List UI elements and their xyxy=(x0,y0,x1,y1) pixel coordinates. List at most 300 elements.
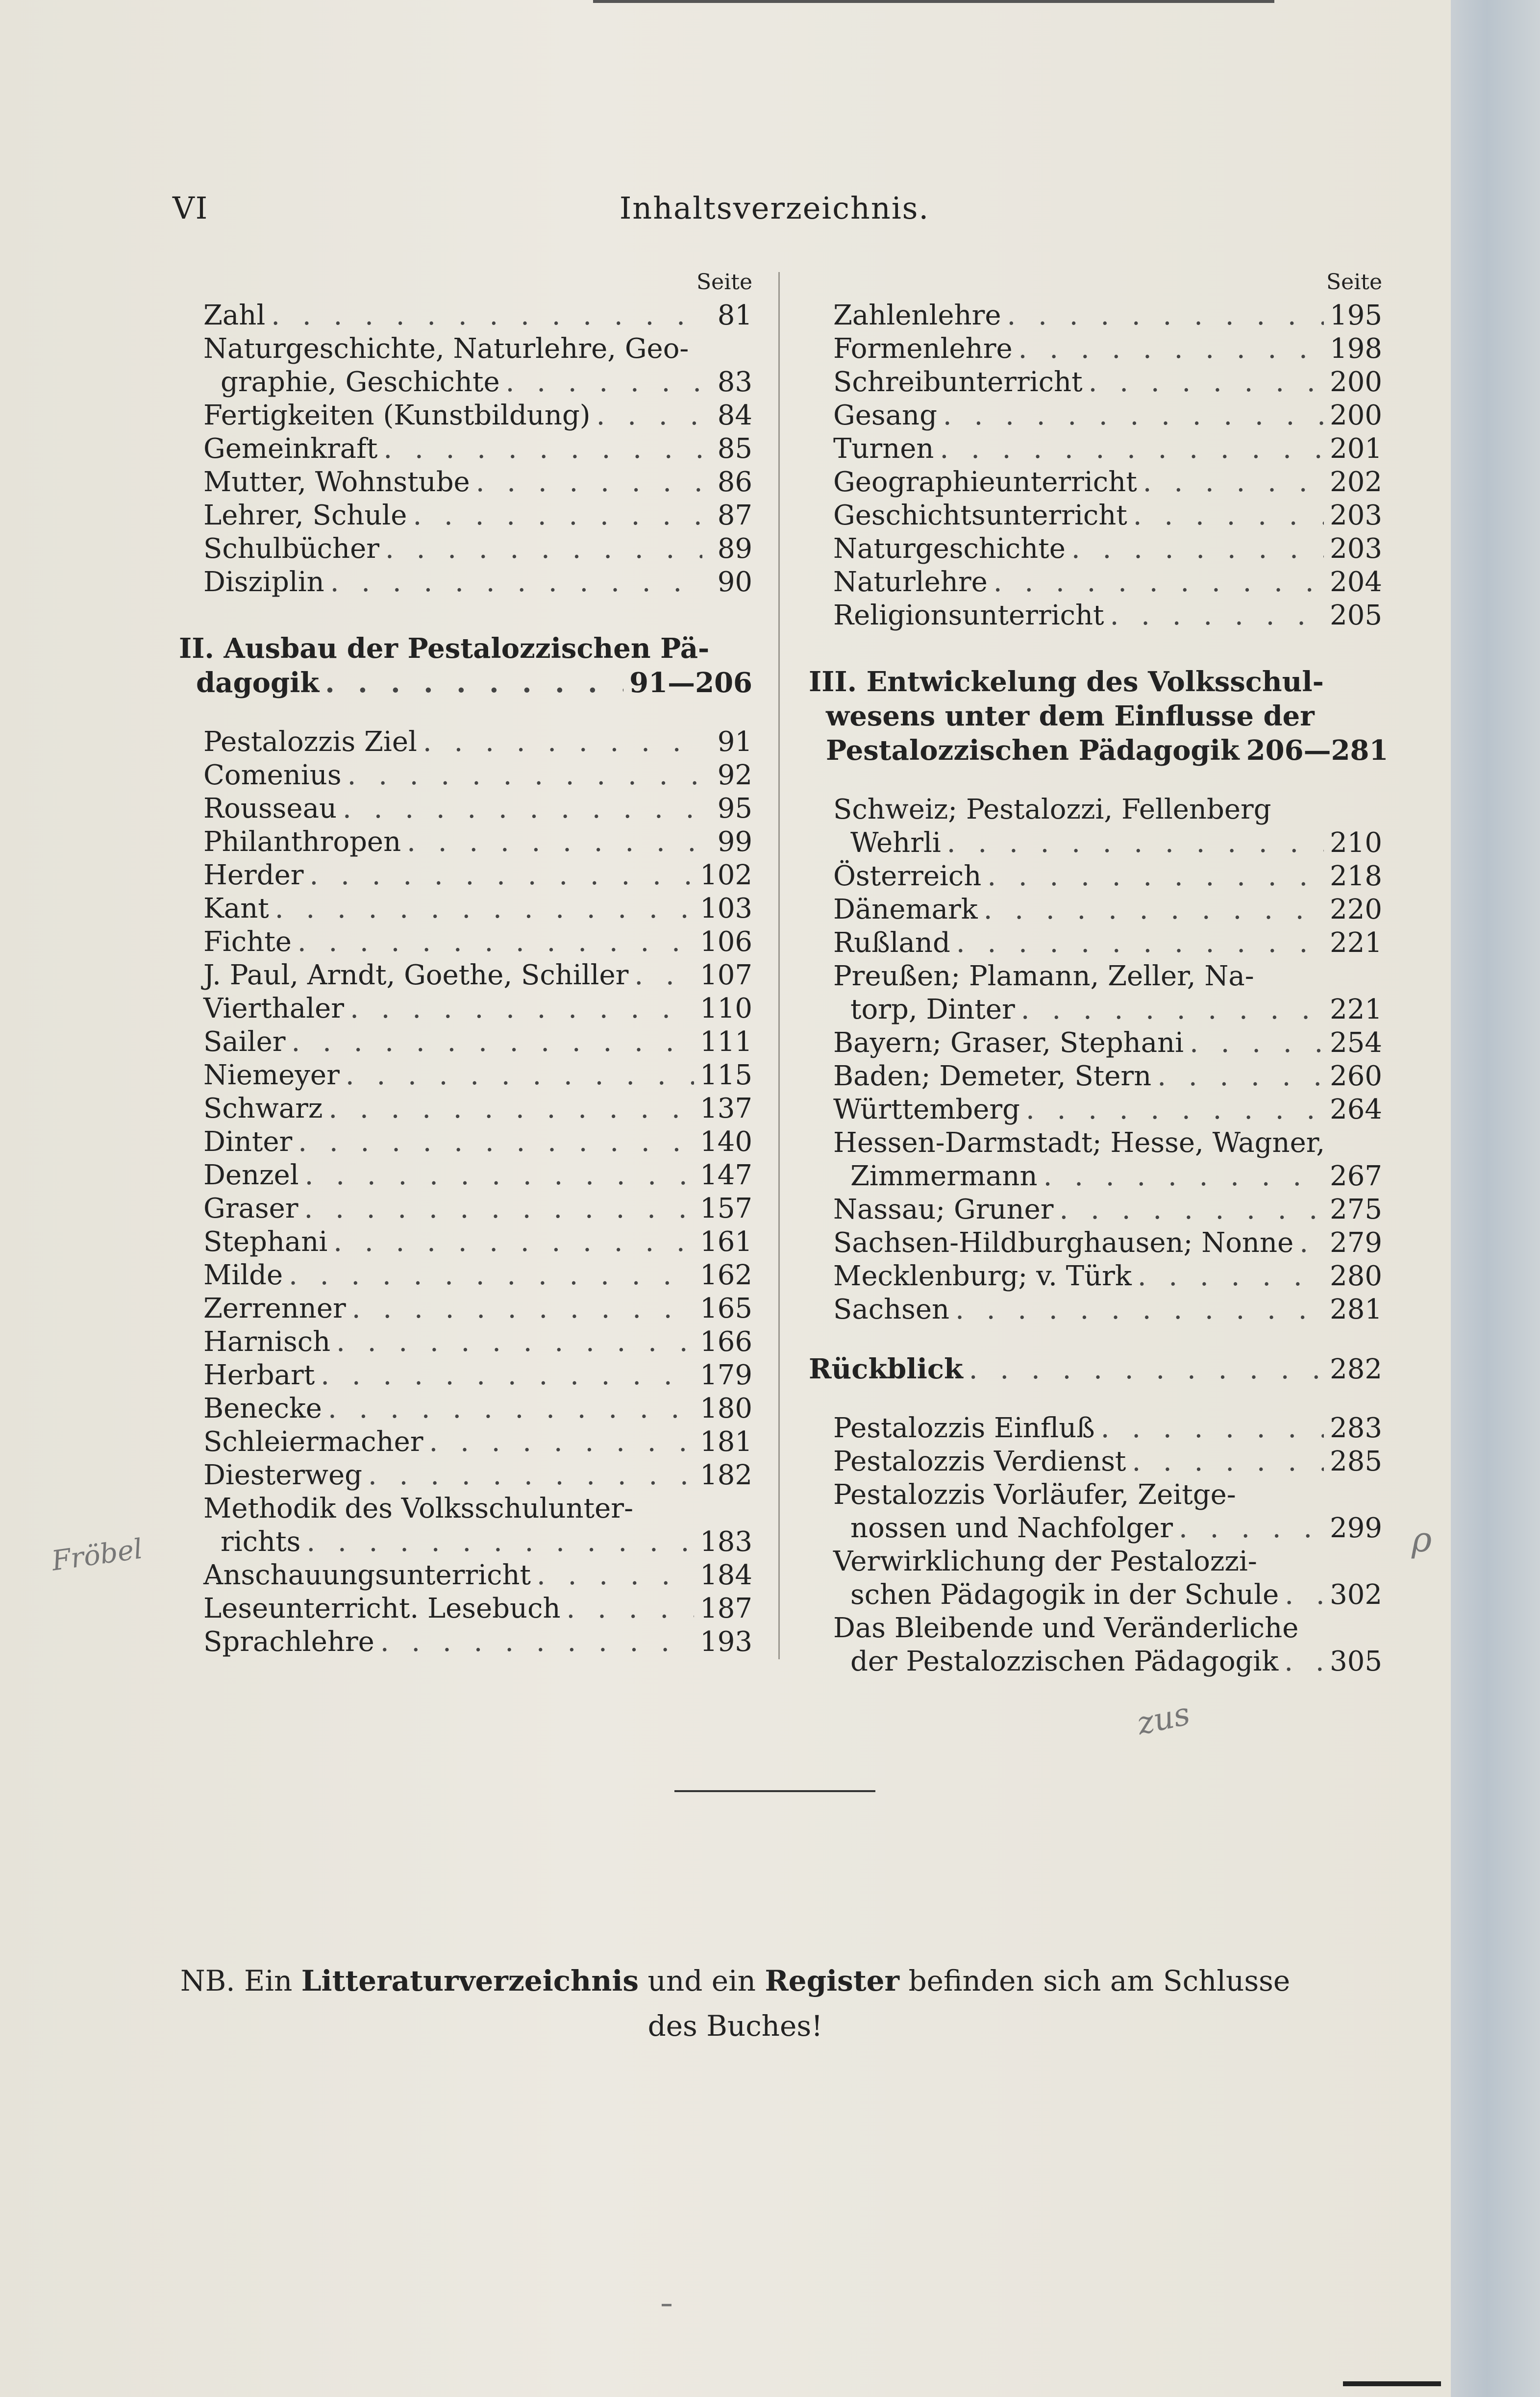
toc-entry-title: Niemeyer xyxy=(203,1059,340,1091)
note-bold-1: Litteraturverzeichnis xyxy=(301,1964,639,1998)
toc-entry xyxy=(203,959,752,992)
section-3-line3 xyxy=(809,733,1389,768)
toc-entry xyxy=(833,893,1382,926)
leader-dots xyxy=(1060,1193,1324,1226)
toc-entry-row xyxy=(203,566,752,599)
toc-entry-page: 260 xyxy=(1330,1060,1382,1092)
leader-dots xyxy=(537,1559,694,1592)
toc-entry-row xyxy=(203,366,752,399)
toc-entry-row xyxy=(833,599,1382,632)
toc-entry-page: 221 xyxy=(1330,927,1382,959)
seite-label-text: Seite xyxy=(696,270,752,295)
toc-entry-line: Pestalozzis Vorläufer, Zeitge- xyxy=(833,1479,1236,1511)
leader-dots xyxy=(955,1293,1324,1326)
leader-dots xyxy=(289,1259,694,1292)
leader-dots xyxy=(1110,599,1324,632)
leader-dots xyxy=(328,1392,694,1425)
toc-entry-page: 205 xyxy=(1330,599,1382,631)
leader-dots xyxy=(352,1292,694,1325)
toc-entry-row xyxy=(203,792,752,825)
toc-entry-page: 161 xyxy=(700,1226,752,1258)
toc-entry xyxy=(203,1159,752,1192)
leader-dots xyxy=(325,666,623,700)
toc-entry-page: 179 xyxy=(700,1359,752,1391)
toc-entry-page: 81 xyxy=(717,300,752,331)
toc-entry xyxy=(833,1026,1382,1060)
leader-dots xyxy=(1071,532,1324,566)
separator-rule xyxy=(674,1790,875,1792)
toc-entry-row xyxy=(833,860,1382,893)
toc-entry-row xyxy=(833,1026,1382,1060)
toc-entry-title: Geographieunterricht xyxy=(833,466,1137,498)
section-2-title: dagogik xyxy=(196,667,320,699)
toc-entry-page: 280 xyxy=(1330,1260,1382,1292)
toc-entry-title: Naturgeschichte xyxy=(833,533,1066,565)
toc-entry-row xyxy=(833,1445,1382,1478)
leader-dots xyxy=(1043,1160,1324,1193)
toc-entry-row xyxy=(833,332,1382,366)
toc-entry-page: 299 xyxy=(1330,1512,1382,1544)
leader-dots xyxy=(271,299,702,332)
toc-entry-page: 198 xyxy=(1330,333,1382,365)
toc-entry-title: Comenius xyxy=(203,759,342,791)
toc-entry-title: Benecke xyxy=(203,1393,322,1424)
note-bold-2: Register xyxy=(765,1964,900,1998)
dash-mark xyxy=(662,2304,671,2306)
leader-dots xyxy=(298,1125,694,1159)
toc-entry xyxy=(203,299,752,332)
toc-entry-row xyxy=(203,892,752,925)
section-2-line2 xyxy=(179,666,752,700)
toc-entry-title: Naturlehre xyxy=(833,566,988,598)
leader-dots xyxy=(304,1192,695,1225)
leader-dots xyxy=(298,925,694,959)
toc-entry-row xyxy=(203,859,752,892)
toc-entry-row xyxy=(833,499,1382,532)
toc-entry xyxy=(203,892,752,925)
toc-entry-row xyxy=(833,566,1382,599)
toc-entry xyxy=(833,332,1382,366)
leader-dots xyxy=(429,1425,695,1459)
leader-dots xyxy=(413,499,702,532)
toc-entry xyxy=(833,1093,1382,1126)
toc-entry xyxy=(203,1192,752,1225)
toc-entry-title: Anschauungsunterricht xyxy=(203,1559,531,1591)
pencil-note: zus xyxy=(1134,1696,1193,1743)
right-entries-a xyxy=(833,299,1382,632)
toc-entry xyxy=(833,860,1382,893)
top-rule xyxy=(593,0,1274,3)
page-edge xyxy=(1451,0,1540,2397)
leader-dots xyxy=(407,825,702,859)
leader-dots xyxy=(310,859,695,892)
toc-entry xyxy=(833,1126,1382,1193)
toc-entry-page: 115 xyxy=(700,1059,752,1091)
toc-entry-title: Mutter, Wohnstube xyxy=(203,466,470,498)
leader-dots xyxy=(1285,1578,1324,1612)
toc-entry-title: Bayern; Graser, Stephani xyxy=(833,1027,1184,1059)
toc-entry-title: Harnisch xyxy=(203,1326,331,1358)
toc-entry-page: 89 xyxy=(717,533,752,565)
right-entries-c xyxy=(833,1412,1382,1678)
toc-entry-title: Milde xyxy=(203,1259,283,1291)
toc-entry-page: 184 xyxy=(700,1559,752,1591)
toc-entry xyxy=(833,1545,1382,1612)
toc-entry-row xyxy=(203,1359,752,1392)
toc-entry xyxy=(833,499,1382,532)
toc-entry-page: 285 xyxy=(1330,1446,1382,1477)
section-3-pages: 206—281 xyxy=(1246,734,1389,767)
toc-entry-page: 92 xyxy=(717,759,752,791)
leader-dots xyxy=(291,1025,694,1059)
toc-entry-page: 203 xyxy=(1330,533,1382,565)
toc-entry-page: 187 xyxy=(700,1593,752,1624)
leader-dots xyxy=(385,532,702,566)
toc-entry-title: Zerrenner xyxy=(203,1293,346,1324)
toc-entry xyxy=(203,1025,752,1059)
leader-dots xyxy=(506,366,702,399)
rueckblick-page: 282 xyxy=(1330,1353,1382,1385)
toc-entry xyxy=(203,1259,752,1292)
toc-entry xyxy=(203,759,752,792)
leader-dots xyxy=(1179,1512,1324,1545)
leader-dots xyxy=(940,432,1324,466)
leader-dots xyxy=(596,399,702,432)
leader-dots xyxy=(1157,1060,1324,1093)
leader-dots xyxy=(1089,366,1324,399)
leader-dots xyxy=(368,1459,694,1492)
toc-entry-page: 283 xyxy=(1330,1412,1382,1444)
leader-dots xyxy=(305,1159,694,1192)
toc-entry-page: 180 xyxy=(700,1393,752,1424)
toc-entry-row xyxy=(203,532,752,566)
toc-entry-row xyxy=(833,299,1382,332)
toc-entry xyxy=(203,992,752,1025)
toc-entry-title: Schleiermacher xyxy=(203,1426,423,1458)
toc-entry-page: 166 xyxy=(700,1326,752,1358)
toc-entry-title: Formenlehre xyxy=(833,333,1013,365)
toc-entry-title: Dinter xyxy=(203,1126,293,1158)
toc-entry-page: 203 xyxy=(1330,499,1382,531)
toc-entry xyxy=(203,1492,752,1559)
toc-entry-line: Das Bleibende und Veränderliche xyxy=(833,1612,1299,1644)
toc-entry xyxy=(203,1325,752,1359)
leader-dots xyxy=(330,566,702,599)
toc-entry-row xyxy=(833,1412,1382,1445)
toc-entry-page: 106 xyxy=(700,926,752,958)
toc-entry-title: Herder xyxy=(203,859,304,891)
toc-entry-row xyxy=(203,399,752,432)
toc-entry-line: Schweiz; Pestalozzi, Fellenberg xyxy=(833,794,1271,825)
toc-entry-title: Leseunterricht. Lesebuch xyxy=(203,1593,561,1624)
leader-dots xyxy=(1284,1645,1324,1678)
toc-entry-row xyxy=(203,1292,752,1325)
leader-dots xyxy=(343,792,702,825)
toc-entry-page: 281 xyxy=(1330,1294,1382,1325)
toc-entry xyxy=(833,299,1382,332)
seite-label xyxy=(203,265,752,299)
toc-entry-page: 200 xyxy=(1330,366,1382,398)
toc-entry xyxy=(203,825,752,859)
toc-entry-page: 267 xyxy=(1330,1160,1382,1192)
toc-entry-page: 201 xyxy=(1330,433,1382,465)
toc-entry-row xyxy=(203,1425,752,1459)
toc-entry xyxy=(833,566,1382,599)
toc-entry-row xyxy=(203,1059,752,1092)
toc-entry xyxy=(833,432,1382,466)
bottom-mark xyxy=(1343,2381,1441,2386)
leader-dots xyxy=(275,892,694,925)
toc-entry-row xyxy=(203,992,752,1025)
toc-entry xyxy=(203,1359,752,1392)
toc-entry-row xyxy=(203,759,752,792)
toc-entry-title: Sailer xyxy=(203,1026,286,1058)
toc-entry-row xyxy=(833,1260,1382,1293)
toc-entry-page: 218 xyxy=(1330,860,1382,892)
seite-label-text: Seite xyxy=(1326,270,1382,295)
leader-dots xyxy=(1138,1260,1324,1293)
toc-entry xyxy=(833,366,1382,399)
toc-entry-title: Vierthaler xyxy=(203,993,345,1024)
toc-entry-title: Kant xyxy=(203,893,269,924)
toc-entry-page: 183 xyxy=(700,1526,752,1558)
toc-entry-page: 264 xyxy=(1330,1094,1382,1125)
toc-entry-title: Gesang xyxy=(833,400,937,431)
toc-entry-row xyxy=(203,1559,752,1592)
toc-entry-title: Diesterweg xyxy=(203,1459,363,1491)
toc-entry xyxy=(203,925,752,959)
toc-entry xyxy=(203,1459,752,1492)
toc-entry-title: Lehrer, Schule xyxy=(203,499,407,531)
leader-dots xyxy=(350,992,694,1025)
leader-dots xyxy=(346,1059,694,1092)
toc-entry-title: Turnen xyxy=(833,433,934,465)
toc-entry xyxy=(203,859,752,892)
toc-entry-title: Dänemark xyxy=(833,894,978,925)
leader-dots xyxy=(943,399,1324,432)
toc-entry-line: Naturgeschichte, Naturlehre, Geo- xyxy=(203,333,689,365)
toc-entry-row xyxy=(203,1592,752,1625)
toc-entry-row xyxy=(203,1025,752,1059)
toc-entry-row xyxy=(203,1392,752,1425)
toc-entry xyxy=(833,1193,1382,1226)
toc-entry xyxy=(833,399,1382,432)
toc-entry-row xyxy=(833,399,1382,432)
leader-dots xyxy=(634,959,694,992)
toc-entry xyxy=(833,960,1382,1026)
note-prefix: NB. Ein xyxy=(180,1964,293,1998)
toc-entry-page: 204 xyxy=(1330,566,1382,598)
toc-entry xyxy=(203,332,752,399)
toc-entry-page: 102 xyxy=(700,859,752,891)
toc-entry-title: Denzel xyxy=(203,1159,299,1191)
toc-entry-page: 162 xyxy=(700,1259,752,1291)
leader-dots xyxy=(947,826,1324,860)
leader-dots xyxy=(336,1325,694,1359)
leader-dots xyxy=(987,860,1324,893)
toc-entry-title: Nassau; Gruner xyxy=(833,1194,1054,1225)
right-column xyxy=(809,265,1389,1678)
leader-dots xyxy=(1018,332,1324,366)
toc-entry-row xyxy=(203,725,752,759)
toc-entry xyxy=(203,1225,752,1259)
toc-entry xyxy=(203,499,752,532)
leader-dots xyxy=(1026,1093,1324,1126)
toc-entry-row xyxy=(203,1325,752,1359)
toc-entry-row xyxy=(833,1293,1382,1326)
toc-entry xyxy=(833,1478,1382,1545)
toc-entry-title: Religionsunterricht xyxy=(833,599,1104,631)
toc-entry-page: 302 xyxy=(1330,1579,1382,1611)
toc-entry-row xyxy=(203,825,752,859)
right-entries-b xyxy=(833,793,1382,1326)
toc-entry-page: 279 xyxy=(1330,1227,1382,1259)
note-mid: und ein xyxy=(647,1964,756,1998)
toc-entry xyxy=(203,1392,752,1425)
toc-entry-title: der Pestalozzischen Pädagogik xyxy=(850,1646,1279,1677)
toc-entry-page: 182 xyxy=(700,1459,752,1491)
toc-entry xyxy=(203,399,752,432)
toc-entry xyxy=(203,432,752,466)
footnote-line1 xyxy=(147,1958,1323,2003)
toc-entry-title: Schreibunterricht xyxy=(833,366,1083,398)
toc-entry-page: 110 xyxy=(700,993,752,1024)
toc-entry-page: 200 xyxy=(1330,400,1382,431)
toc-entry-line: Hessen-Darmstadt; Hesse, Wagner, xyxy=(833,1127,1325,1159)
toc-entry-title: Baden; Demeter, Stern xyxy=(833,1060,1152,1092)
toc-entry-title: Sprachlehre xyxy=(203,1626,374,1658)
toc-entry-title: Gemeinkraft xyxy=(203,433,378,465)
toc-entry-title: Pestalozzis Einfluß xyxy=(833,1412,1095,1444)
section-3-heading xyxy=(809,665,1389,768)
toc-entry-title: Zahl xyxy=(203,300,266,331)
toc-entry-row xyxy=(833,1160,1382,1193)
toc-entry-page: 84 xyxy=(717,400,752,431)
toc-entry-page: 181 xyxy=(700,1426,752,1458)
toc-entry-row xyxy=(203,1459,752,1492)
toc-entry-page: 202 xyxy=(1330,466,1382,498)
toc-entry-row xyxy=(833,826,1382,860)
toc-entry-row xyxy=(833,926,1382,960)
toc-entry-row xyxy=(203,299,752,332)
toc-entry-title: Württemberg xyxy=(833,1094,1020,1125)
toc-entry xyxy=(203,1125,752,1159)
toc-entry xyxy=(833,1060,1382,1093)
left-column xyxy=(179,265,752,1659)
toc-entry-page: 157 xyxy=(700,1193,752,1224)
leader-dots xyxy=(1007,299,1324,332)
running-head: Inhaltsverzeichnis. xyxy=(619,190,930,226)
toc-entry-title: Pestalozzis Ziel xyxy=(203,726,417,758)
section-2-pages: 91—206 xyxy=(629,667,752,699)
toc-entry-page: 140 xyxy=(700,1126,752,1158)
left-entries-a xyxy=(203,299,752,599)
toc-entry xyxy=(833,1226,1382,1260)
toc-entry-title: schen Pädagogik in der Schule xyxy=(850,1579,1279,1611)
toc-entry-row xyxy=(203,499,752,532)
leader-dots xyxy=(380,1625,694,1659)
leader-dots xyxy=(333,1225,694,1259)
toc-entry xyxy=(203,466,752,499)
leader-dots xyxy=(1143,466,1324,499)
toc-entry-row xyxy=(833,893,1382,926)
toc-entry-row xyxy=(203,925,752,959)
toc-entry-page: 254 xyxy=(1330,1027,1382,1059)
toc-entry-page: 210 xyxy=(1330,827,1382,859)
leader-dots xyxy=(1299,1226,1324,1260)
toc-entry-title: Pestalozzis Verdienst xyxy=(833,1446,1126,1477)
toc-entry-row xyxy=(833,1512,1382,1545)
leader-dots xyxy=(984,893,1324,926)
toc-entry-page: 193 xyxy=(700,1626,752,1658)
toc-entry-title: Österreich xyxy=(833,860,982,892)
toc-entry-title: Wehrli xyxy=(850,827,941,859)
toc-entry xyxy=(203,792,752,825)
leader-dots xyxy=(306,1525,694,1559)
leader-dots xyxy=(348,759,702,792)
toc-entry-page: 91 xyxy=(717,726,752,758)
toc-entry xyxy=(203,1625,752,1659)
toc-entry-title: graphie, Geschichte xyxy=(221,366,500,398)
toc-entry xyxy=(203,1592,752,1625)
toc-entry-title: Sachsen xyxy=(833,1294,950,1325)
toc-entry xyxy=(203,566,752,599)
toc-entry-row xyxy=(833,466,1382,499)
toc-entry-row xyxy=(833,1060,1382,1093)
toc-entry-row xyxy=(203,432,752,466)
leader-dots xyxy=(1021,993,1324,1026)
footnote-line2: des Buches! xyxy=(647,2009,823,2043)
rueckblick-heading xyxy=(809,1352,1382,1386)
section-3-line1: III. Entwickelung des Volksschul- xyxy=(809,666,1324,698)
toc-entry-line: Preußen; Plamann, Zeller, Na- xyxy=(833,960,1254,992)
toc-entry-page: 195 xyxy=(1330,300,1382,331)
toc-entry-row xyxy=(203,1225,752,1259)
toc-entry-row xyxy=(203,1159,752,1192)
leader-dots xyxy=(956,926,1324,960)
toc-entry-row xyxy=(203,466,752,499)
toc-entry xyxy=(203,1425,752,1459)
toc-entry-page: 220 xyxy=(1330,894,1382,925)
leader-dots xyxy=(328,1092,694,1125)
leader-dots xyxy=(567,1592,695,1625)
toc-entry-page: 137 xyxy=(700,1093,752,1124)
toc-entry xyxy=(833,466,1382,499)
toc-entry xyxy=(203,1559,752,1592)
footnote xyxy=(147,1958,1323,2048)
toc-entry xyxy=(833,599,1382,632)
column-divider xyxy=(778,272,780,1659)
toc-entry-row xyxy=(203,1259,752,1292)
toc-entry-row xyxy=(833,532,1382,566)
rueckblick-label: Rückblick xyxy=(809,1353,963,1385)
toc-entry-row xyxy=(203,1192,752,1225)
toc-entry xyxy=(833,926,1382,960)
toc-entry-row xyxy=(833,366,1382,399)
toc-entry-page: 103 xyxy=(700,893,752,924)
pencil-mark-icon: ρ xyxy=(1412,1520,1432,1560)
toc-entry xyxy=(833,1612,1382,1678)
toc-entry-page: 99 xyxy=(717,826,752,858)
toc-entry-title: Mecklenburg; v. Türk xyxy=(833,1260,1132,1292)
toc-entry-title: Zahlenlehre xyxy=(833,300,1001,331)
toc-entry-title: Graser xyxy=(203,1193,298,1224)
toc-entry-title: Fichte xyxy=(203,926,292,958)
leader-dots xyxy=(321,1359,694,1392)
toc-entry-title: Fertigkeiten (Kunstbildung) xyxy=(203,400,591,431)
leader-dots xyxy=(476,466,702,499)
toc-entry-page: 221 xyxy=(1330,994,1382,1025)
